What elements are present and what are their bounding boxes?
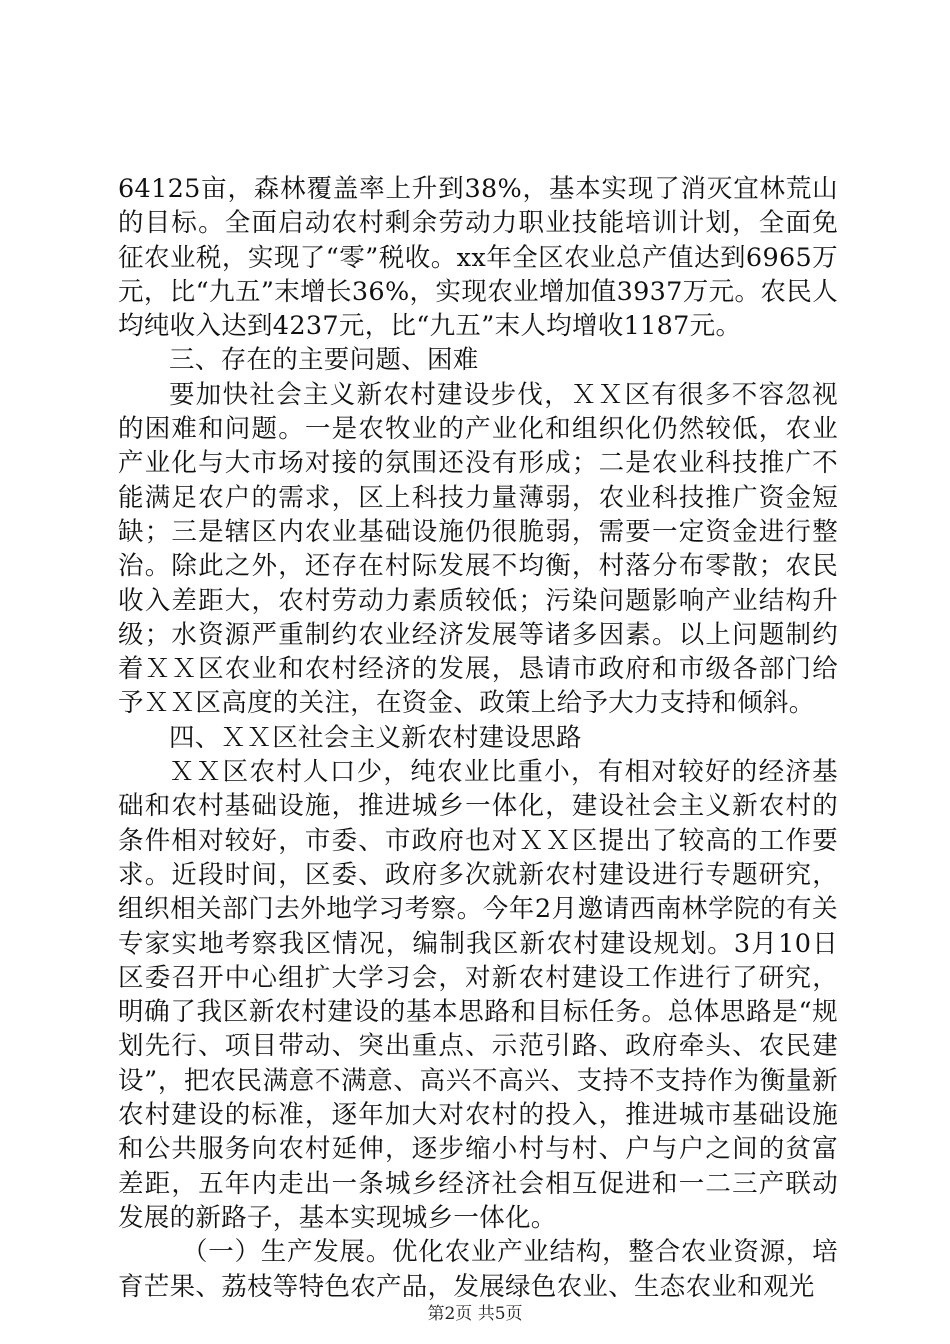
paragraph-problems: 要加快社会主义新农村建设步伐，ＸＸ区有很多不容忽视的困难和问题。一是农牧业的产业化和组织化仍然较低，农业产业化与大市场对接的氛围还没有形成；二是农业科技推广不能满足农户的需求，区上科技力量薄弱，农业科技推广资金短缺；三是辖区内农业基础设施仍很脆弱，需要一定资金进行整治。除此之外，还存在村际发展不均衡，村落分布零散；农民收入差距大，农村劳动力素质较低；污染问题影响产业结构升级；水资源严重制约农业经济发展等诸多因素。以上问题制约着ＸＸ区农业和农村经济的发展，恳请市政府和市级各部门给予ＸＸ区高度的关注，在资金、政策上给予大力支持和倾斜。 — [118, 379, 838, 719]
paragraph-continuation: 64125亩，森林覆盖率上升到38%，基本实现了消灭宜林荒山的目标。全面启动农村剩余劳动力职业技能培训计划，全面免征农业税，实现了“零”税收。xx年全区农业总产值达到6965万元，比“九五”末增长36%，实现农业增加值3937万元。农民人均纯收入达到4237元，比“九五”末人均增收1187元。 — [118, 174, 838, 342]
section-heading-problems: 三、存在的主要问题、困难 — [169, 345, 479, 376]
paragraph-approach: ＸＸ区农村人口少，纯农业比重小，有相对较好的经济基础和农村基础设施，推进城乡一体化，建设社会主义新农村的条件相对较好，市委、市政府也对ＸＸ区提出了较高的工作要求。近段时间，区委、政府多次就新农村建设进行专题研究，组织相关部门去外地学习考察。今年2月邀请西南林学院的有关专家实地考察我区情况，编制我区新农村建设规划。3月10日区委召开中心组扩大学习会，对新农村建设工作进行了研究，明确了我区新农村建设的基本思路和目标任务。总体思路是“规划先行、项目带动、突出重点、示范引路、政府牵头、农民建设”，把农民满意不满意、高兴不高兴、支持不支持作为衡量新农村建设的标准，逐年加大对农村的投入，推进城市基础设施和公共服务向农村延伸，逐步缩小村与村、户与户之间的贫富差距，五年内走出一条城乡经济社会相互促进和一二三产联动发展的新路子，基本实现城乡一体化。 — [118, 757, 838, 1233]
paragraph-production: （一）生产发展。优化农业产业结构，整合农业资源，培育芒果、荔枝等特色农产品，发展绿色农业、生态农业和观光 — [118, 1237, 838, 1302]
document-body — [118, 172, 838, 1304]
section-heading-approach: 四、ＸＸ区社会主义新农村建设思路 — [169, 722, 582, 753]
page-number-footer: 第2页 共5页 — [427, 1304, 523, 1324]
